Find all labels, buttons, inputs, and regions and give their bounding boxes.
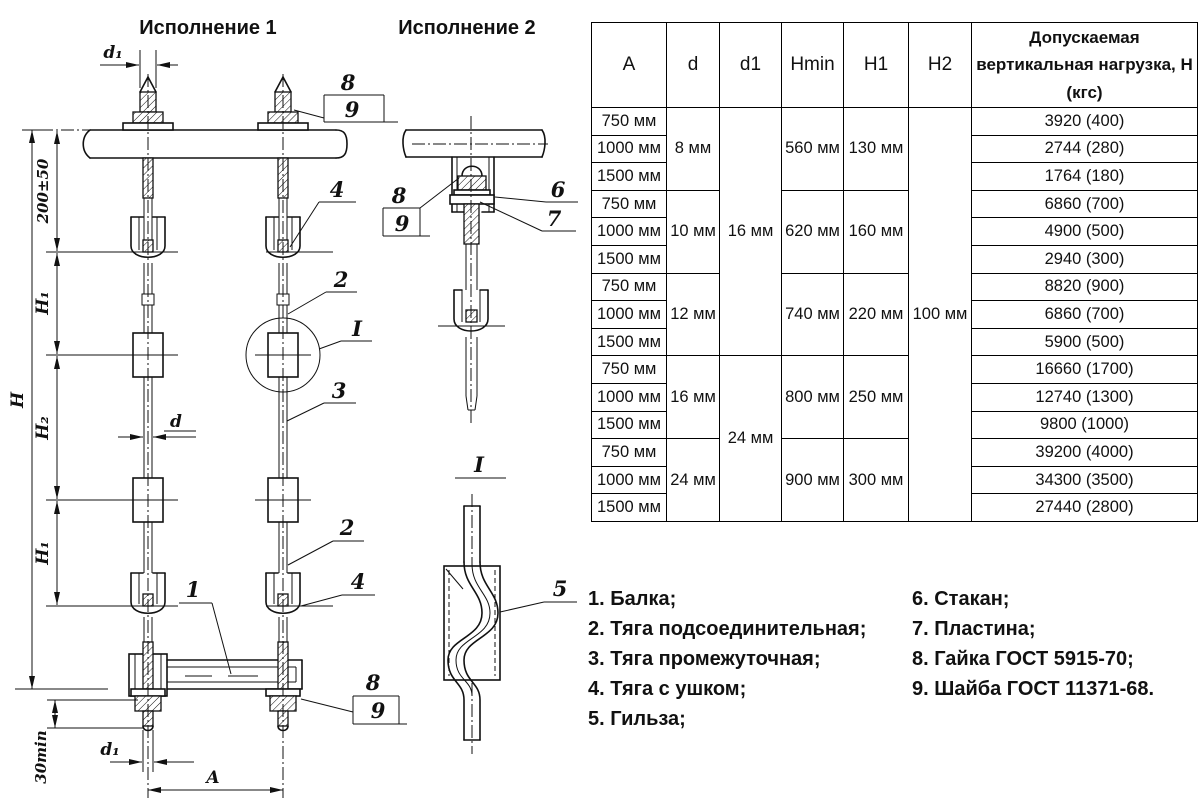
cell-d: 12 мм: [667, 273, 720, 356]
cell-hmin: 800 мм: [782, 356, 844, 439]
cell-a: 1500 мм: [592, 245, 667, 273]
view1-axis-lines: [46, 252, 333, 606]
table-row: [592, 108, 1198, 136]
callout-9-view2: 9: [394, 211, 410, 236]
view2-hanger: [438, 116, 505, 424]
cell-load: 6860 (700): [972, 301, 1198, 329]
technical-drawing: [0, 0, 590, 806]
dim-label-d1-top: d₁: [103, 43, 123, 63]
legend-item: 3. Тяга промежуточная;: [588, 648, 821, 670]
cell-load: 2940 (300): [972, 245, 1198, 273]
cell-h1: 220 мм: [844, 273, 909, 356]
view2-drawing: [383, 17, 578, 424]
detail-view: [444, 452, 577, 754]
view1-drawing: [8, 17, 407, 798]
header-cell-d1: d1: [720, 23, 782, 108]
cell-d: 24 мм: [667, 439, 720, 522]
legend-item: 2. Тяга подсоединительная;: [588, 618, 867, 640]
cell-d: 8 мм: [667, 108, 720, 191]
view1-top-beam: [40, 130, 347, 158]
legend-item: 6. Стакан;: [912, 588, 1010, 610]
header-cell-h2: H2: [909, 23, 972, 108]
callout-3: 3: [331, 378, 347, 403]
cell-d: 16 мм: [667, 356, 720, 439]
view1-bottom-fasteners: [131, 689, 300, 731]
callout-1: 1: [185, 577, 201, 602]
header-cell-a: A: [592, 23, 667, 108]
callout-8-top: 8: [340, 70, 356, 95]
cell-h1: 160 мм: [844, 190, 909, 273]
cell-a: 750 мм: [592, 439, 667, 467]
dim-label-H: H: [8, 391, 28, 409]
cell-load: 34300 (3500): [972, 466, 1198, 494]
cell-h1: 130 мм: [844, 108, 909, 191]
cell-hmin: 560 мм: [782, 108, 844, 191]
cell-hmin: 740 мм: [782, 273, 844, 356]
spec-table: [591, 22, 1198, 522]
callout-9-bottom: 9: [370, 698, 386, 723]
cell-load: 16660 (1700): [972, 356, 1198, 384]
cell-d1: 16 мм: [720, 108, 782, 356]
cell-hmin: 900 мм: [782, 439, 844, 522]
cell-load: 3920 (400): [972, 108, 1198, 136]
callout-7: 7: [546, 206, 562, 231]
cell-a: 1500 мм: [592, 328, 667, 356]
view2-title: Исполнение 2: [398, 17, 536, 39]
cell-load: 9800 (1000): [972, 411, 1198, 439]
callout-4-upper: 4: [329, 177, 345, 202]
cell-a: 750 мм: [592, 356, 667, 384]
legend-item: 5. Гильза;: [588, 708, 686, 730]
cell-h1: 300 мм: [844, 439, 909, 522]
view1-title: Исполнение 1: [139, 17, 277, 39]
legend-item: 9. Шайба ГОСТ 11371-68.: [912, 678, 1155, 700]
cell-load: 5900 (500): [972, 328, 1198, 356]
header-cell-load: Допускаемая вертикальная нагрузка, Н (кгс): [972, 23, 1198, 108]
table-row: [592, 273, 1198, 301]
dim-label-H1-lower: H₁: [33, 541, 53, 565]
cell-a: 1000 мм: [592, 301, 667, 329]
legend-item: 4. Тяга с ушком;: [588, 678, 747, 700]
cell-h2: 100 мм: [909, 108, 972, 522]
view1-bottom-beam: [129, 642, 302, 696]
cell-load: 4900 (500): [972, 218, 1198, 246]
callout-6: 6: [550, 177, 566, 202]
cell-load: 39200 (4000): [972, 439, 1198, 467]
dim-label-H1-upper: H₁: [33, 291, 53, 315]
callout-9-top: 9: [344, 97, 360, 122]
cell-load: 8820 (900): [972, 273, 1198, 301]
detail-title: I: [474, 452, 484, 477]
table-row: [592, 190, 1198, 218]
table-row: [592, 439, 1198, 467]
cell-load: 2744 (280): [972, 135, 1198, 163]
dim-label-d1-bottom: d₁: [100, 740, 120, 760]
cell-a: 1500 мм: [592, 163, 667, 191]
cell-a: 1000 мм: [592, 135, 667, 163]
dim-label-offset: 200±50: [34, 158, 52, 224]
view1-callouts: [179, 70, 407, 724]
cell-h1: 250 мм: [844, 356, 909, 439]
cell-a: 1500 мм: [592, 494, 667, 522]
cell-load: 1764 (180): [972, 163, 1198, 191]
cell-a: 750 мм: [592, 190, 667, 218]
cell-d: 10 мм: [667, 190, 720, 273]
header-cell-d: d: [667, 23, 720, 108]
table-header-row: [592, 23, 1198, 108]
callout-I: I: [352, 316, 362, 341]
callout-5: 5: [552, 576, 568, 601]
legend-item: 8. Гайка ГОСТ 5915-70;: [912, 648, 1134, 670]
dim-label-H2: H₂: [33, 416, 53, 440]
cell-load: 6860 (700): [972, 190, 1198, 218]
legend-right-column: [912, 584, 1154, 704]
cell-d1: 24 мм: [720, 356, 782, 522]
cell-hmin: 620 мм: [782, 190, 844, 273]
cell-a: 1000 мм: [592, 466, 667, 494]
header-cell-hmin: Hmin: [782, 23, 844, 108]
legend-left-column: [588, 584, 866, 734]
callout-8-view2: 8: [391, 183, 407, 208]
cell-a: 1000 мм: [592, 383, 667, 411]
header-cell-h1: H1: [844, 23, 909, 108]
cell-a: 750 мм: [592, 273, 667, 301]
cell-load: 12740 (1300): [972, 383, 1198, 411]
dim-label-A: A: [206, 768, 220, 788]
legend-item: 1. Балка;: [588, 588, 677, 610]
callout-8-bottom: 8: [365, 670, 381, 695]
view2-beam: [403, 130, 548, 157]
cell-load: 27440 (2800): [972, 494, 1198, 522]
legend-item: 7. Пластина;: [912, 618, 1036, 640]
dim-label-d: d: [170, 412, 182, 432]
dim-label-30min: 30min: [32, 730, 50, 784]
callout-2-lower: 2: [339, 515, 355, 540]
cell-a: 750 мм: [592, 108, 667, 136]
cell-a: 1000 мм: [592, 218, 667, 246]
cell-a: 1500 мм: [592, 411, 667, 439]
table-row: [592, 356, 1198, 384]
callout-4-lower: 4: [350, 569, 366, 594]
callout-2-upper: 2: [333, 267, 349, 292]
